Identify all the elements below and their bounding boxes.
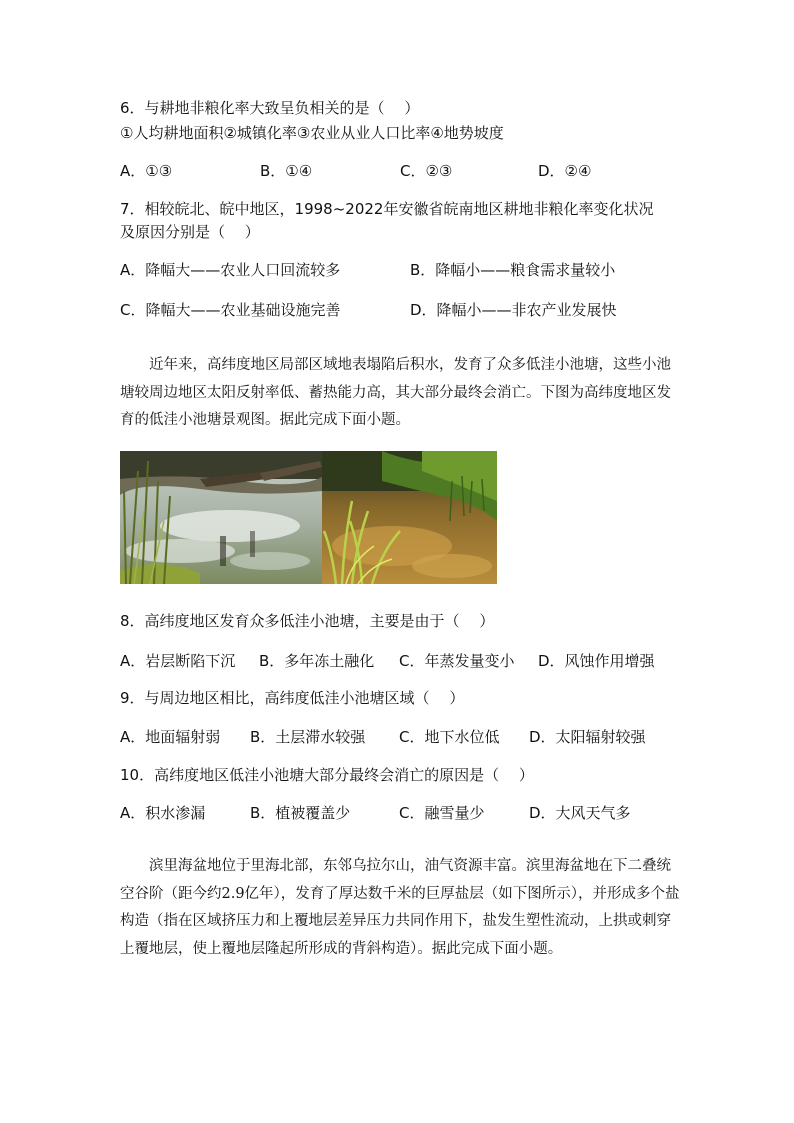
pond-photo-right (322, 451, 497, 584)
pond-photo-left (120, 451, 322, 584)
q6-stem: 6．与耕地非粮化率大致呈负相关的是（ ） (120, 99, 420, 117)
q9-option-c: C．地下水位低 (399, 728, 500, 746)
q8-option-d: D．风蚀作用增强 (538, 652, 655, 670)
q10-option-c: C．融雪量少 (399, 804, 485, 822)
q10-option-a: A．积水渗漏 (120, 804, 206, 822)
q7-option-d: D．降幅小——非农产业发展快 (410, 301, 617, 319)
q8-option-b: B．多年冻土融化 (259, 652, 375, 670)
q6-option-d: D．②④ (538, 162, 592, 180)
q7-option-c: C．降幅大——农业基础设施完善 (120, 301, 341, 319)
q7-stem-line1: 7．相较皖北、皖中地区，1998~2022年安徽省皖南地区耕地非粮化率变化状况 (120, 200, 654, 218)
q6-option-b: B．①④ (260, 162, 313, 180)
passage-caspian-basin: 滨里海盆地位于里海北部，东邻乌拉尔山，油气资源丰富。滨里海盆地在下二叠统空谷阶（距今约2.9亿年），发育了厚达数千米的巨厚盐层（如下图所示），并形成多个盐构造（指在区域挤压力和上覆地层差异压力共同作用下，盐发生塑性流动，上拱或刺穿上覆地层，使上覆地层隆起所形成的背斜构造）。据此完成下面小题。 (120, 858, 680, 957)
q7-option-a: A．降幅大——农业人口回流较多 (120, 261, 341, 279)
q6-factors: ①人均耕地面积②城镇化率③农业从业人口比率④地势坡度 (120, 124, 504, 142)
q9-stem: 9．与周边地区相比，高纬度低洼小池塘区域（ ） (120, 689, 465, 707)
q8-option-c: C．年蒸发量变小 (399, 652, 515, 670)
q9-option-b: B．土层滞水较强 (250, 728, 366, 746)
q6-option-c: C．②③ (400, 162, 453, 180)
q7-stem-line2: 及原因分别是（ ） (120, 223, 260, 241)
q10-option-b: B．植被覆盖少 (250, 804, 351, 822)
q8-option-a: A．岩层断陷下沉 (120, 652, 236, 670)
q7-option-b: B．降幅小——粮食需求量较小 (410, 261, 616, 279)
q8-stem: 8．高纬度地区发育众多低洼小池塘，主要是由于（ ） (120, 612, 495, 630)
q10-stem: 10．高纬度地区低洼小池塘大部分最终会消亡的原因是（ ） (120, 766, 534, 784)
q10-option-d: D．大风天气多 (529, 804, 631, 822)
passage-ponds: 近年来，高纬度地区局部区域地表塌陷后积水，发育了众多低洼小池塘，这些小池塘较周边地区太阳反射率低、蓄热能力高，其大部分最终会消亡。下图为高纬度地区发育的低洼小池塘景观图。据此完成下面小题。 (120, 357, 671, 428)
q6-option-a: A．①③ (120, 162, 173, 180)
q9-option-d: D．太阳辐射较强 (529, 728, 646, 746)
q9-option-a: A．地面辐射弱 (120, 728, 221, 746)
